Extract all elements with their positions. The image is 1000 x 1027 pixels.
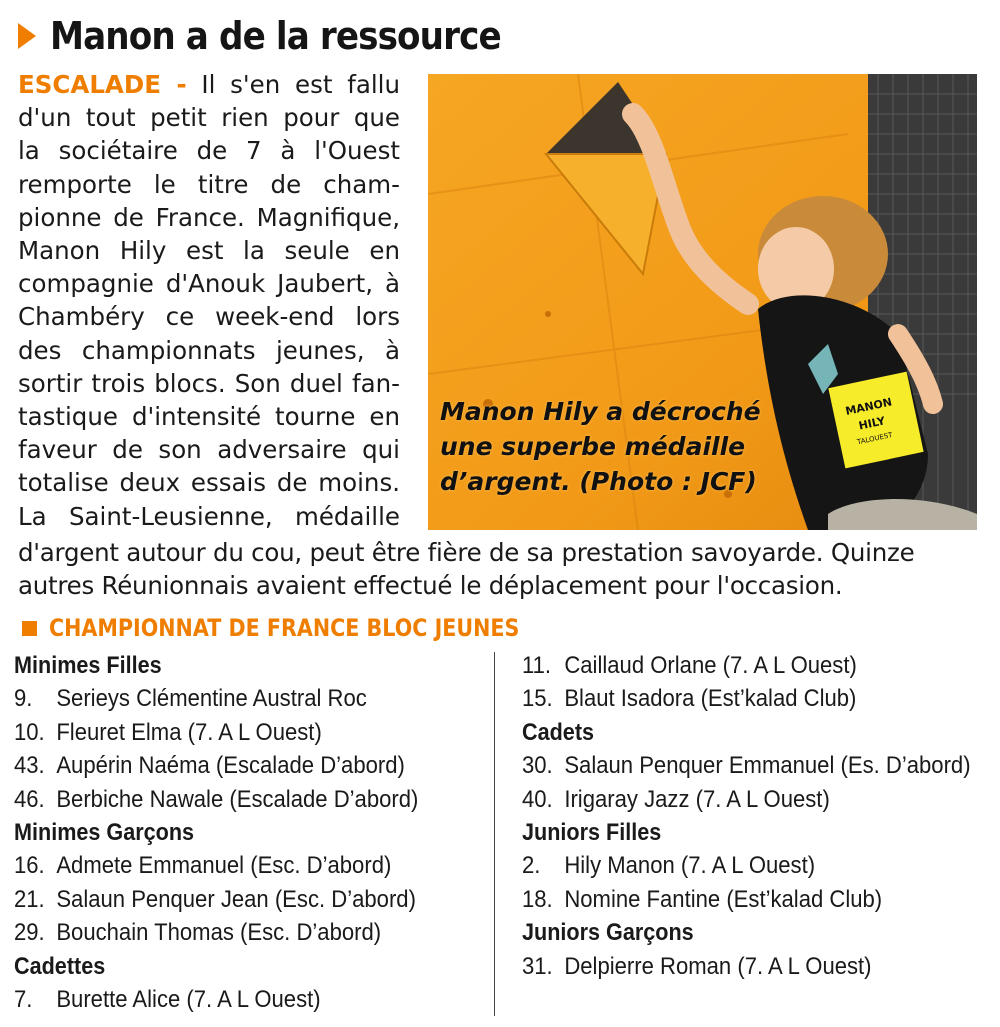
result-name: Blaut Isadora (Est’kalad Club) (564, 685, 857, 713)
result-name: Salaun Penquer Jean (Esc. D’abord) (56, 885, 416, 913)
result-rank: 15. (522, 685, 553, 713)
bib-line: HILY (857, 414, 887, 433)
result-entry (522, 849, 971, 882)
result-rank: 18. (522, 885, 553, 913)
result-rank: 16. (14, 852, 45, 880)
result-entry (522, 649, 971, 682)
result-rank: 30. (522, 752, 553, 780)
result-entry (14, 682, 418, 715)
result-rank: 46. (14, 785, 45, 813)
result-rank: 29. (14, 919, 45, 947)
result-name: Nomine Fantine (Est’kalad Club) (564, 885, 883, 913)
result-rank: 40. (522, 785, 553, 813)
column-divider (494, 652, 495, 1016)
result-name: Bouchain Thomas (Esc. D’abord) (56, 919, 382, 947)
result-entry (14, 783, 418, 816)
result-rank: 7. (14, 986, 33, 1014)
lead-line: tastique d'intensité tourne en (18, 402, 400, 432)
result-name: Serieys Clémentine Austral Roc (56, 685, 367, 713)
photo-caption (440, 394, 780, 499)
result-entry (522, 883, 971, 916)
results-column-left (14, 649, 454, 1016)
lead-line: pionne de France. Magnifique, (18, 202, 400, 232)
tail-line: autres Réunionnais avaient effectué le déplacement pour l'occasion. (18, 571, 843, 601)
lead-line: des championnats jeunes, à (18, 335, 400, 365)
result-rank: 43. (14, 752, 45, 780)
result-name: Irigaray Jazz (7. A L Ouest) (564, 785, 830, 813)
lead-paragraph-continued (18, 536, 993, 602)
lead-line: La Saint-Leusienne, médaille (18, 501, 400, 531)
result-name: Caillaud Orlane (7. A L Ouest) (564, 652, 857, 679)
result-name: Burette Alice (7. A L Ouest) (56, 986, 321, 1014)
lead-paragraph (18, 68, 400, 533)
results-title: CHAMPIONNAT DE FRANCE BLOC JEUNES (49, 614, 520, 642)
lead-line: faveur de son adversaire qui (18, 435, 400, 465)
result-entry (14, 883, 418, 916)
result-name: Aupérin Naéma (Escalade D’abord) (56, 752, 405, 780)
category-heading: Cadets (522, 718, 595, 746)
lead-line: totalise deux essais de moins. (18, 468, 400, 498)
lead-line: compagnie d'Anouk Jaubert, à (18, 269, 400, 299)
lead-line: la sociétaire de 7 à l'Ouest (18, 136, 400, 166)
lead-line: sortir trois blocs. Son duel fan- (18, 368, 400, 398)
result-entry (522, 749, 971, 782)
lead-line: Il s'en est fallu (201, 70, 400, 99)
bib-line: MANON (844, 395, 894, 418)
result-name: Berbiche Nawale (Escalade D’abord) (56, 785, 419, 813)
caption-line: une superbe médaille (440, 432, 746, 461)
result-entry (522, 682, 971, 715)
triangle-bullet-icon (18, 23, 36, 49)
results-heading (22, 612, 596, 644)
result-entry (14, 716, 418, 749)
lead-line: remporte le titre de cham- (18, 169, 400, 199)
lead-line: Chambéry ce week-end lors (18, 302, 400, 332)
square-bullet-icon (22, 621, 37, 636)
result-name: Hily Manon (7. A L Ouest) (564, 852, 816, 880)
category-heading: Juniors Filles (522, 819, 662, 847)
result-rank: 11. (522, 652, 552, 679)
result-name: Salaun Penquer Emmanuel (Es. D’abord) (564, 752, 971, 780)
result-entry (14, 983, 418, 1016)
result-rank: 9. (14, 685, 33, 713)
result-rank: 10. (14, 718, 45, 746)
category-heading: Minimes Garçons (14, 819, 195, 847)
article-title: Manon a de la ressource (50, 14, 501, 58)
headline (18, 10, 551, 62)
category-heading: Cadettes (14, 952, 106, 980)
result-entry (14, 849, 418, 882)
category-heading: Juniors Garçons (522, 919, 694, 947)
result-entry (522, 950, 971, 983)
lead-line: Manon Hily est la seule en (18, 236, 400, 266)
results-column-right (522, 649, 1000, 983)
lead-line: d'un tout petit rien pour que (18, 103, 400, 133)
result-name: Delpierre Roman (7. A L Ouest) (564, 952, 872, 980)
result-rank: 21. (14, 885, 45, 913)
result-name: Admete Emmanuel (Esc. D’abord) (56, 852, 392, 880)
caption-line: d’argent. (Photo : JCF) (440, 467, 757, 496)
result-entry (522, 783, 971, 816)
result-rank: 2. (522, 852, 541, 880)
result-entry (14, 749, 418, 782)
caption-line: Manon Hily a décroché (440, 397, 761, 426)
bib-line: TALOUEST (856, 431, 894, 447)
result-name: Fleuret Elma (7. A L Ouest) (56, 718, 322, 746)
result-entry (14, 916, 418, 949)
category-heading: Minimes Filles (14, 652, 162, 679)
tail-line: d'argent autour du cou, peut être fière de sa prestation savoyarde. Quinze (18, 538, 915, 567)
result-rank: 31. (522, 952, 553, 980)
kicker: ESCALADE - (18, 70, 187, 99)
